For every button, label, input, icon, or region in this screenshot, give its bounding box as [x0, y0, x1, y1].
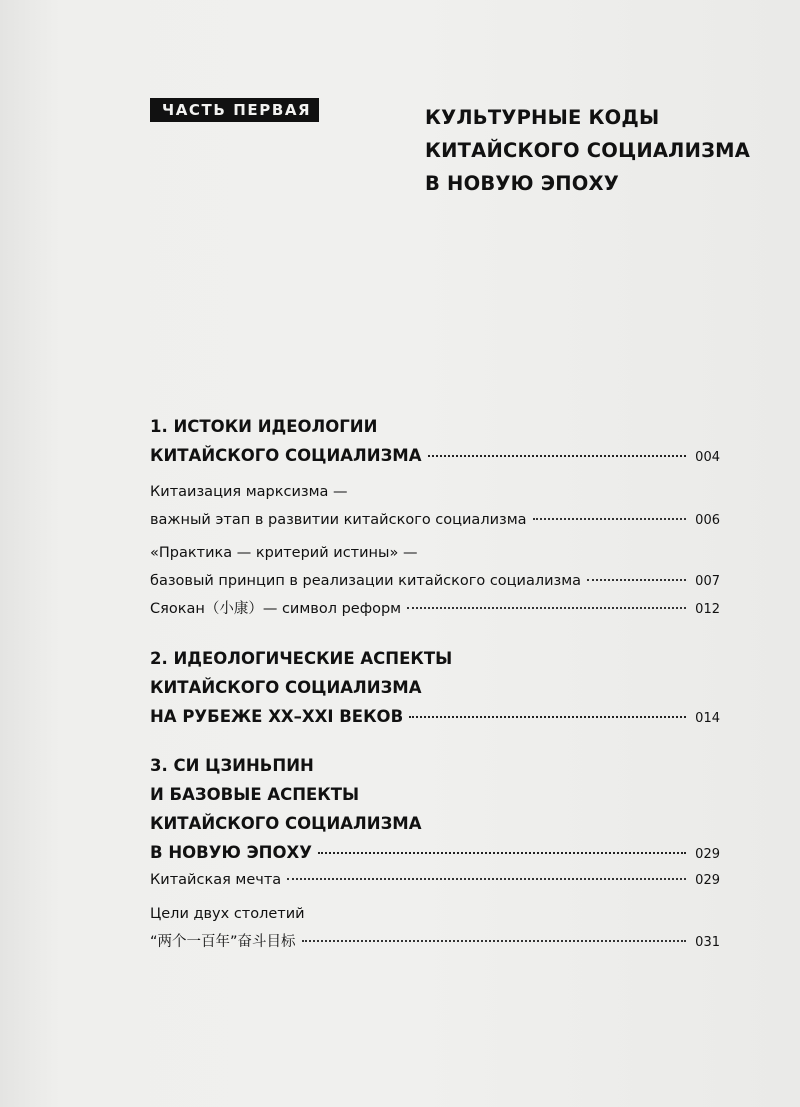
toc-section-2[interactable] — [150, 644, 720, 733]
part-title — [425, 101, 750, 200]
page-number: 029 — [695, 873, 720, 888]
toc-section-line: И БАЗОВЫЕ АСПЕКТЫ — [150, 785, 360, 804]
toc-section-1[interactable] — [150, 412, 720, 472]
part-title-line: В НОВУЮ ЭПОХУ — [425, 172, 620, 195]
part-title-line: КИТАЙСКОГО СОЦИАЛИЗМА — [425, 139, 751, 162]
toc-entry-line: Китаизация марксизма — — [150, 484, 348, 500]
dot-leader — [409, 716, 686, 718]
page-number: 007 — [695, 574, 720, 589]
part-title-line: КУЛЬТУРНЫЕ КОДЫ — [425, 106, 660, 129]
toc-entry-line: “两个一百年”奋斗目标 — [150, 934, 296, 950]
page-number: 014 — [695, 711, 720, 726]
toc-entry-line: Цели двух столетий — [150, 906, 305, 922]
toc-section-line: 2. ИДЕОЛОГИЧЕСКИЕ АСПЕКТЫ — [150, 649, 453, 668]
page-number: 029 — [695, 847, 720, 862]
dot-leader — [587, 579, 686, 581]
toc-entry-line: Сяокан（小康）— символ реформ — [150, 601, 402, 617]
toc-entry-line: Китайская мечта — [150, 872, 282, 888]
dot-leader — [318, 852, 686, 854]
dot-leader — [407, 607, 686, 609]
dot-leader — [287, 878, 686, 880]
dot-leader — [428, 455, 687, 457]
toc-entry-sinicization[interactable] — [150, 478, 720, 535]
page-number: 031 — [695, 935, 720, 950]
page-number: 004 — [695, 450, 720, 465]
toc-section-line: КИТАЙСКОГО СОЦИАЛИЗМА — [150, 678, 422, 697]
toc-section-3[interactable] — [150, 751, 720, 869]
page-number: 006 — [695, 513, 720, 528]
toc-section-line: 1. ИСТОКИ ИДЕОЛОГИИ — [150, 417, 378, 436]
toc-section-line: 3. СИ ЦЗИНЬПИН — [150, 756, 314, 775]
toc-entry-line: базовый принцип в реализации китайского социализма — [150, 573, 582, 589]
toc-entry-line: важный этап в развитии китайского социализма — [150, 512, 527, 528]
toc-entry-xiaokang[interactable] — [150, 595, 720, 624]
toc-section-line: В НОВУЮ ЭПОХУ — [150, 843, 312, 862]
toc-entry-practice[interactable] — [150, 539, 720, 596]
page-number: 012 — [695, 602, 720, 617]
dot-leader — [533, 518, 686, 520]
dot-leader — [302, 940, 686, 942]
toc-entry-line: «Практика — критерий истины» — — [150, 545, 418, 561]
toc-entry-chinese-dream[interactable] — [150, 866, 720, 895]
toc-section-line: НА РУБЕЖЕ XX–XXI ВЕКОВ — [150, 707, 404, 726]
toc-section-line: КИТАЙСКОГО СОЦИАЛИЗМА — [150, 814, 422, 833]
part-label: ЧАСТЬ ПЕРВАЯ — [150, 98, 319, 122]
toc-section-line: КИТАЙСКОГО СОЦИАЛИЗМА — [150, 446, 422, 465]
toc-entry-two-centenary-goals[interactable] — [150, 900, 720, 957]
